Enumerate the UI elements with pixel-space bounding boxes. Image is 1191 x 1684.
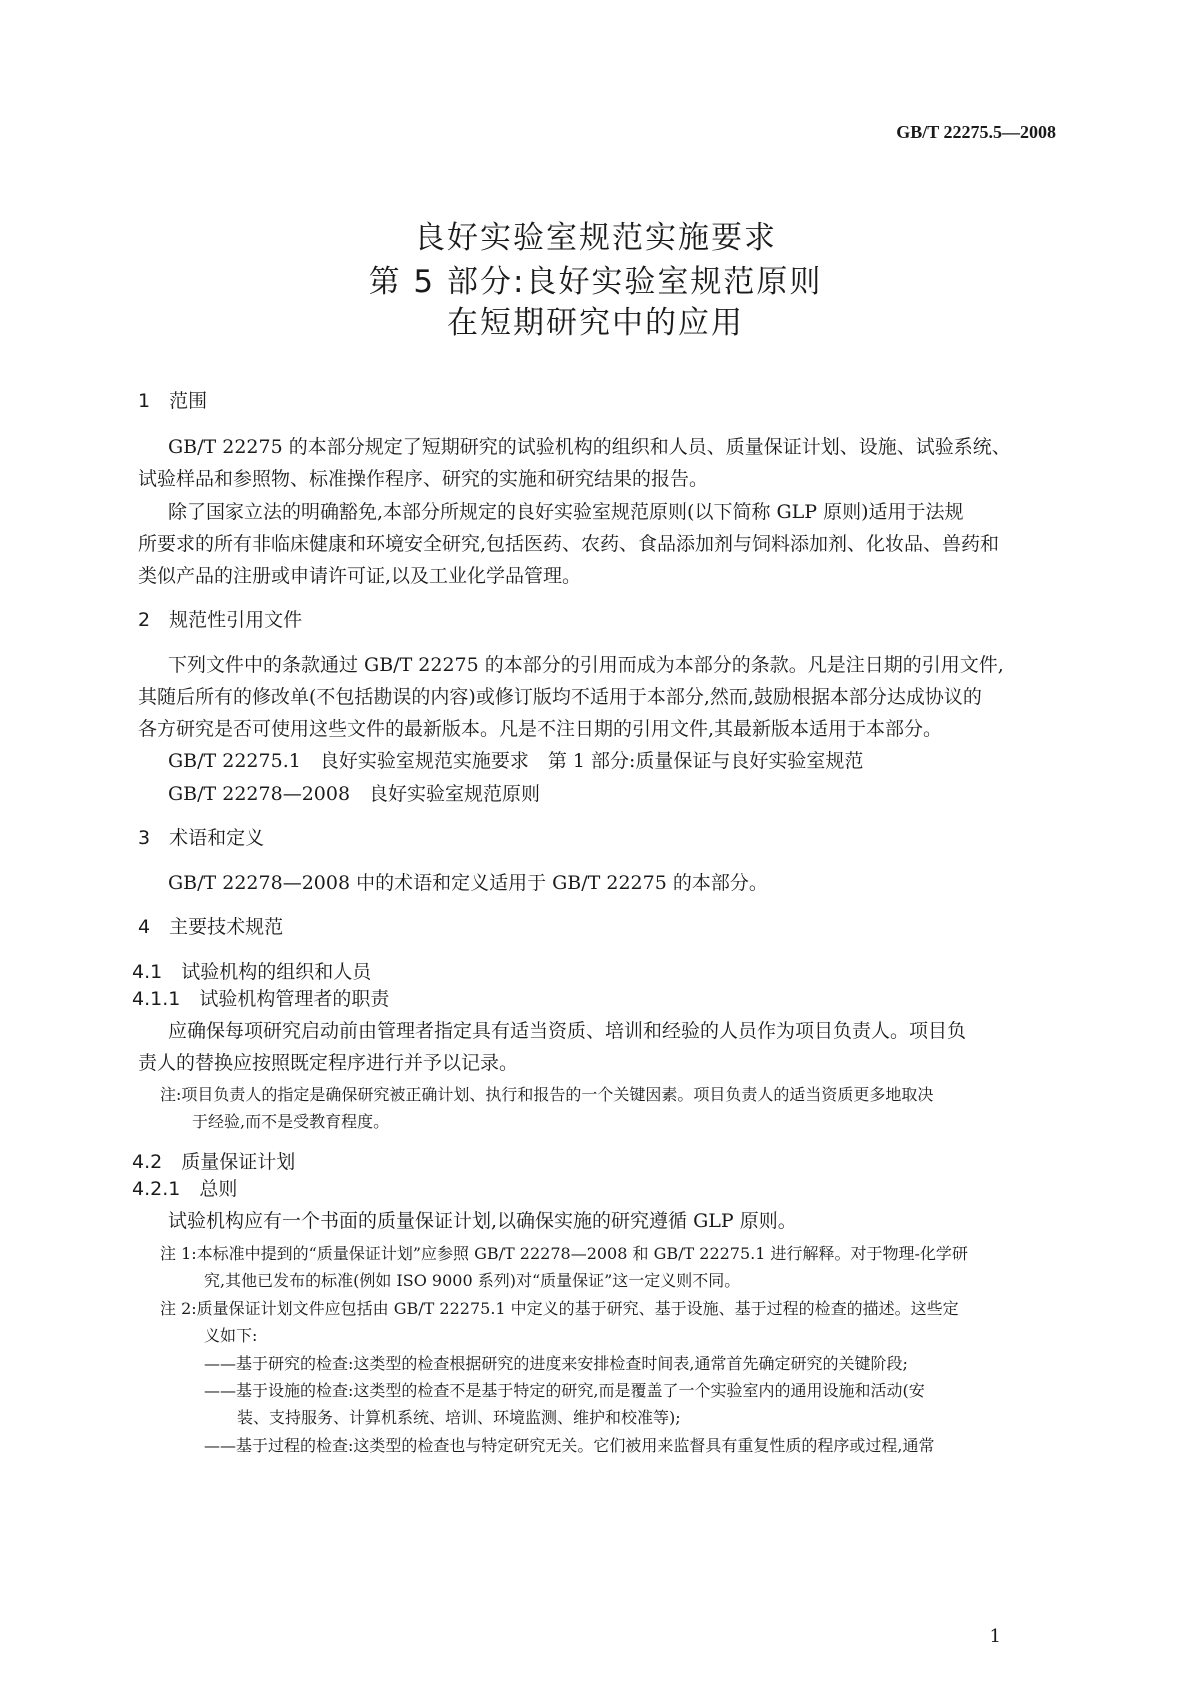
dash-item: 装、支持服务、计算机系统、培训、环境监测、维护和校准等);: [237, 1408, 681, 1427]
reference-item: GB/T 22275.1 良好实验室规范实施要求 第 1 部分:质量保证与良好实验室规范: [168, 750, 864, 772]
document-title-line3: 在短期研究中的应用: [447, 305, 744, 341]
subsection-heading-4-2-1: 4.2.1 总则: [132, 1178, 238, 1200]
note-line: 注 1:本标准中提到的“质量保证计划”应参照 GB/T 22278—2008 和 GB/T 22275.1 进行解释。对于物理-化学研: [160, 1244, 968, 1263]
page-number: 1: [989, 1626, 1001, 1647]
subsection-heading-4-2: 4.2 质量保证计划: [132, 1151, 296, 1173]
paragraph-line: GB/T 22275 的本部分规定了短期研究的试验机构的组织和人员、质量保证计划、设施、试验系统、: [168, 436, 1011, 458]
reference-item: GB/T 22278—2008 良好实验室规范原则: [168, 783, 541, 805]
paragraph-line: GB/T 22278—2008 中的术语和定义适用于 GB/T 22275 的本部分。: [168, 872, 768, 894]
document-title-line2: 第 5 部分:良好实验室规范原则: [368, 264, 823, 300]
paragraph-line: 所要求的所有非临床健康和环境安全研究,包括医药、农药、食品添加剂与饲料添加剂、化妆品、兽药和: [138, 533, 1000, 555]
paragraph-line: 应确保每项研究启动前由管理者指定具有适当资质、培训和经验的人员作为项目负责人。项目负: [168, 1020, 967, 1042]
note-line: 究,其他已发布的标准(例如 ISO 9000 系列)对“质量保证”这一定义则不同。: [204, 1271, 741, 1290]
note-line: 于经验,而不是受教育程度。: [192, 1112, 390, 1131]
dash-item: ——基于设施的检查:这类型的检查不是基于特定的研究,而是覆盖了一个实验室内的通用设施和活动(安: [204, 1381, 925, 1400]
subsection-heading-4-1-1: 4.1.1 试验机构管理者的职责: [132, 988, 390, 1010]
section-heading-technical-specs: 4 主要技术规范: [138, 916, 284, 938]
paragraph-line: 其随后所有的修改单(不包括勘误的内容)或修订版均不适用于本部分,然而,鼓励根据本部分达成协议的: [138, 686, 982, 708]
document-title-line1: 良好实验室规范实施要求: [414, 220, 777, 256]
note-line: 注 2:质量保证计划文件应包括由 GB/T 22275.1 中定义的基于研究、基于设施、基于过程的检查的描述。这些定: [160, 1299, 959, 1318]
section-heading-scope: 1 范围: [138, 390, 208, 412]
note-line: 注:项目负责人的指定是确保研究被正确计划、执行和报告的一个关键因素。项目负责人的适当资质更多地取决: [160, 1085, 934, 1104]
subsection-heading-4-1: 4.1 试验机构的组织和人员: [132, 961, 372, 983]
dash-item: ——基于过程的检查:这类型的检查也与特定研究无关。它们被用来监督具有重复性质的程序或过程,通常: [204, 1436, 935, 1455]
standard-code: GB/T 22275.5—2008: [896, 122, 1056, 142]
paragraph-line: 试验机构应有一个书面的质量保证计划,以确保实施的研究遵循 GLP 原则。: [168, 1210, 797, 1232]
note-line: 义如下:: [204, 1326, 258, 1345]
dash-item: ——基于研究的检查:这类型的检查根据研究的进度来安排检查时间表,通常首先确定研究的关键阶段;: [204, 1354, 908, 1373]
paragraph-line: 下列文件中的条款通过 GB/T 22275 的本部分的引用而成为本部分的条款。凡是注日期的引用文件,: [168, 654, 1004, 676]
paragraph-line: 责人的替换应按照既定程序进行并予以记录。: [138, 1052, 519, 1074]
paragraph-line: 除了国家立法的明确豁免,本部分所规定的良好实验室规范原则(以下简称 GLP 原则)适用于法规: [168, 501, 964, 523]
paragraph-line: 类似产品的注册或申请许可证,以及工业化学品管理。: [138, 565, 582, 587]
paragraph-line: 各方研究是否可使用这些文件的最新版本。凡是不注日期的引用文件,其最新版本适用于本部分。: [138, 718, 943, 740]
section-heading-terms: 3 术语和定义: [138, 827, 265, 849]
paragraph-line: 试验样品和参照物、标准操作程序、研究的实施和研究结果的报告。: [138, 468, 709, 490]
section-heading-normative-references: 2 规范性引用文件: [138, 609, 303, 631]
